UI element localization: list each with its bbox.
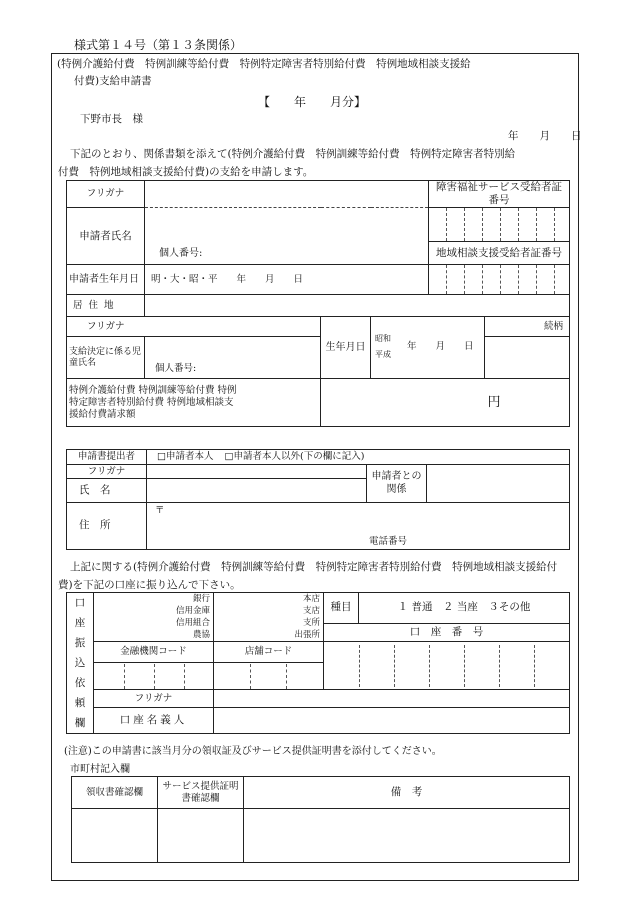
child-name-input[interactable] — [145, 337, 321, 379]
intro-line1: 下記のとおり、関係書類を添えて(特例介護給付費 特例訓練等給付費 特例特定障害者特別給 — [70, 148, 516, 160]
submitter-name-input[interactable] — [147, 479, 367, 503]
account-type-options[interactable]: １ 普通 ２ 当座 ３その他 — [359, 593, 570, 624]
phone-label: 電話番号 — [369, 536, 408, 547]
form-number: 様式第１４号（第１３条関係） — [74, 38, 243, 52]
child-name-label: 支給決定に係る児童氏名 — [67, 337, 145, 379]
birthdate-value[interactable]: 明・大・昭・平 年 月 日 — [145, 265, 429, 295]
submitter-name-label: 氏 名 — [67, 479, 147, 503]
branch-code-input[interactable] — [214, 663, 324, 690]
bank-table — [66, 592, 570, 734]
period-label: 【 年 月分】 — [258, 95, 367, 109]
application-date: 年 月 日 — [508, 130, 582, 142]
address-label: 居住地 — [67, 295, 145, 317]
applicant-name-input[interactable] — [145, 208, 429, 265]
child-furigana-label: フリガナ — [67, 317, 321, 337]
form-title-line2: 付費)支給申請書 — [74, 75, 152, 87]
child-birth-date: 年 月 日 — [407, 340, 474, 352]
transfer-line1: 上記に関する(特例介護給付費 特例訓練等給付費 特例特定障害者特別給付費 特例地域相談支援給付 — [70, 561, 558, 573]
submitter-table — [66, 449, 570, 550]
submitter-furigana-label: フリガナ — [67, 465, 147, 479]
era-heisei: 平成 — [375, 349, 391, 359]
claim-amount-input[interactable] — [321, 379, 570, 427]
yen-unit: 円 — [487, 394, 501, 410]
addressee: 下野市長 様 — [80, 113, 143, 125]
bank-code-label: 金融機関コード — [94, 642, 214, 663]
bank-side-label: 口 座 振 込 依 頼 欄 — [67, 593, 94, 734]
account-number-label: 口 座 番 号 — [324, 623, 570, 641]
service-check-label: サービス提供証明書確認欄 — [158, 777, 244, 809]
child-personal-number-label: 個人番号: — [155, 363, 197, 375]
intro-line2: 付費 特例地域相談支援給付費)の支給を申請します。 — [58, 166, 314, 178]
holder-name-input[interactable] — [214, 708, 570, 734]
submitter-relation-input[interactable] — [427, 465, 570, 503]
birthdate-label: 申請者生年月日 — [67, 265, 145, 295]
bank-type-cell[interactable]: 銀行 信用金庫 信用組合 農協 — [94, 593, 214, 642]
submitter-options[interactable] — [147, 450, 570, 465]
form-title-line1: (特例介護給付費 特例訓練等給付費 特例特定障害者特別給付費 特例地域相談支援給 — [57, 58, 471, 70]
account-number-input[interactable] — [324, 642, 570, 690]
regional-cert-number-area[interactable] — [429, 265, 570, 295]
relation-input[interactable] — [485, 337, 570, 379]
address-input[interactable] — [145, 295, 570, 317]
applicant-name-label: 申請者氏名 — [67, 208, 145, 265]
submitter-relation-label: 申請者との関係 — [367, 465, 427, 503]
holder-furigana-label: フリガナ — [94, 690, 214, 708]
submitter-address-input[interactable] — [147, 503, 570, 550]
remarks-label: 備 考 — [244, 777, 570, 809]
remarks-input[interactable] — [244, 809, 570, 863]
era-showa: 昭和 — [375, 333, 391, 343]
service-check-input[interactable] — [158, 809, 244, 863]
branch-type-cell[interactable]: 本店 支店 支所 出張所 — [214, 593, 324, 642]
option-other[interactable]: □申請者本人以外(下の欄に記入) — [224, 451, 365, 463]
service-cert-label: 障害福祉サービス受給者証番号 — [429, 181, 570, 208]
bank-code-input[interactable] — [94, 663, 214, 690]
child-birth-value[interactable] — [371, 317, 485, 379]
caution-note: (注意)この申請書に該当月分の領収証及びサービス提供証明書を添付してください。 — [64, 746, 442, 757]
submitter-furigana-input[interactable] — [147, 465, 367, 479]
regional-cert-label: 地域相談支援受給者証番号 — [429, 241, 569, 264]
option-self[interactable]: □申請者本人 — [157, 451, 214, 463]
postal-mark: 〒 — [155, 505, 165, 516]
city-table — [71, 776, 570, 863]
submitter-address-label: 住 所 — [67, 503, 147, 550]
receipt-check-label: 領収書確認欄 — [72, 777, 158, 809]
receipt-check-input[interactable] — [72, 809, 158, 863]
relation-label: 続柄 — [485, 317, 570, 337]
holder-furigana-input[interactable] — [214, 690, 570, 708]
personal-number-label: 個人番号: — [159, 247, 203, 259]
holder-name-label: 口座名義人 — [94, 708, 214, 734]
applicant-table — [66, 180, 570, 427]
service-cert-number-area[interactable] — [429, 208, 570, 265]
furigana-label: フリガナ — [67, 181, 145, 208]
account-type-label: 種目 — [324, 593, 359, 624]
child-birth-label: 生年月日 — [321, 317, 371, 379]
submitter-label: 申請書提出者 — [67, 450, 147, 465]
transfer-line2: 費)を下記の口座に振り込んで下さい。 — [58, 579, 241, 591]
branch-code-label: 店舗コード — [214, 642, 324, 663]
city-section-title: 市町村記入欄 — [70, 764, 130, 775]
furigana-input[interactable] — [145, 181, 429, 208]
claim-amount-label: 特例介護給付費 特例訓練等給付費 特例特定障害者特別給付費 特例地域相談支援給付費請求額 — [67, 379, 321, 427]
